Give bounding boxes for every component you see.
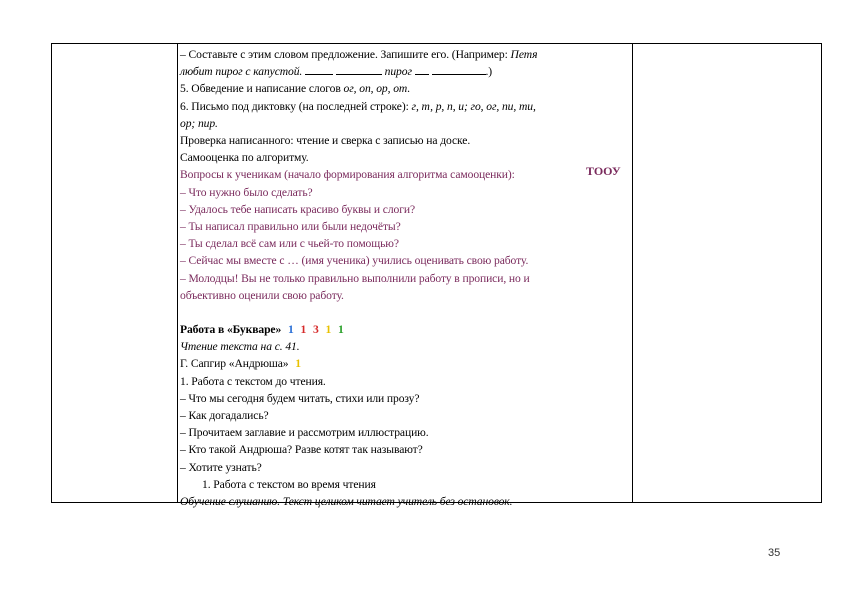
competency-label: ТООУ	[586, 164, 621, 178]
text-line: Г. Сапгир «Андрюша» 1	[180, 357, 301, 371]
text-line: – Кто такой Андрюша? Разве котят так называют?	[180, 443, 423, 457]
text-line: – Сейчас мы вместе с … (имя ученика) учились оценивать свою работу.	[180, 254, 529, 268]
lesson-content-cell	[178, 44, 632, 510]
text-line: Чтение текста на с. 41.	[180, 340, 300, 354]
text-line: – Ты сделал всё сам или с чьей-то помощью?	[180, 237, 399, 251]
text-line: 1. Работа с текстом во время чтения	[202, 477, 376, 491]
level-marker: 1	[287, 323, 294, 337]
text-line: Вопросы к ученикам (начало формирования алгоритма самооценки):	[180, 168, 515, 182]
text-line: – Ты написал правильно или были недочёты?	[180, 220, 401, 234]
lesson-table	[51, 43, 822, 509]
text-line: – Хотите узнать?	[180, 460, 262, 474]
text-line: объективно оценили свою работу.	[180, 288, 344, 302]
section-heading: Работа в «Букваре» 1 1 3 1 1	[180, 323, 344, 337]
text-line: – Как догадались?	[180, 409, 269, 423]
text-line: Самооценка по алгоритму.	[180, 151, 309, 165]
text-line: – Что нужно было сделать?	[180, 185, 313, 199]
text-line: – Прочитаем заглавие и рассмотрим иллюстрацию.	[180, 426, 429, 440]
text-line: ор; пир.	[180, 116, 218, 130]
text-line: Проверка написанного: чтение и сверка с записью на доске.	[180, 134, 471, 148]
table-divider	[632, 44, 633, 502]
text-line: 5. Обведение и написание слогов ог, оп, ор, от.	[180, 82, 411, 96]
level-marker: 3	[313, 323, 319, 337]
text-line: – Молодцы! Вы не только правильно выполнили работу в прописи, но и	[180, 271, 530, 285]
text-line: любит пирог с капустой. пирог .)	[180, 65, 493, 79]
text-line: 6. Письмо под диктовку (на последней строке): г, т, р, п, и; го, ог, пи, ти,	[180, 99, 536, 113]
page-number: 35	[768, 547, 781, 559]
level-marker: 1	[338, 323, 344, 337]
level-marker: 1	[295, 357, 301, 371]
text-line: – Что мы сегодня будем читать, стихи или прозу?	[180, 391, 420, 405]
text-line: Обучение слушанию. Текст целиком читает учитель без остановок.	[180, 495, 513, 509]
level-marker: 1	[300, 323, 307, 337]
text-line: – Составьте с этим словом предложение. Запишите его. (Например: Петя	[180, 48, 538, 61]
text-line: – Удалось тебе написать красиво буквы и слоги?	[180, 202, 416, 216]
level-marker: 1	[325, 323, 332, 337]
text-line: 1. Работа с текстом до чтения.	[180, 374, 326, 388]
